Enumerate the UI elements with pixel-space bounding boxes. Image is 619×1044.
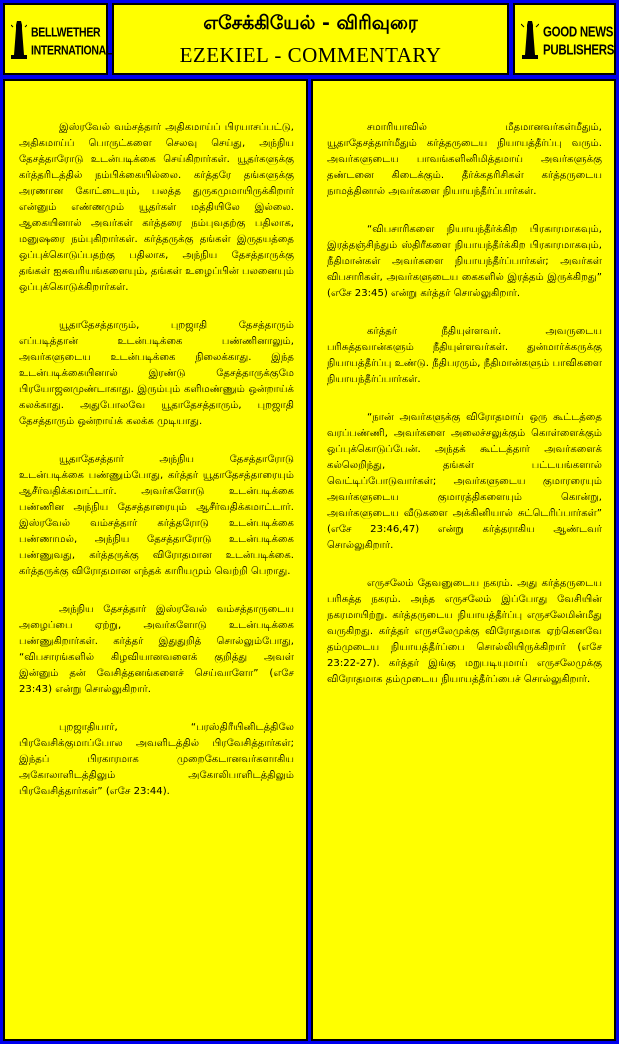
good-news-logo — [521, 15, 615, 67]
left-text-column — [3, 79, 308, 1041]
lighthouse-icon — [521, 19, 539, 61]
header-title-panel — [112, 3, 509, 75]
logo-line2: INTERNATIONAL — [31, 43, 113, 58]
paragraph: “விபசாரிகளை நியாயந்தீர்க்கிற பிரகாரமாகவும், இரத்தஞ்சிந்தும் ஸ்திரீகளை நியாயந்தீர்க்கிற பிரகாரமாகவும், நீதிமான்கள் அவர்களை நியாயந்தீர்ப்பார்கள்; அவர்கள் விபசாரிகள், அவர்களுடைய கைகளில் இரத்தம் இருக்கிறது” (எசே 23:45) என்று கர்த்தர் சொல்லுகிறார். — [327, 224, 602, 299]
publisher-logo-right — [513, 3, 616, 75]
logo-line1: GOOD NEWS — [543, 25, 614, 40]
paragraph: கர்த்தர் நீதியுள்ளவர். அவருடைய பரிசுத்தவான்களும் நீதியுள்ளவர்கள். துன்மார்க்கருக்கு நியாயத்தீர்ப்பு உண்டு. நீதிபரரும், நீதிமான்களும் பாவிகளை நியாயந்தீர்ப்பார்கள். — [327, 326, 602, 385]
paragraph: சமாரியாவில் மீதமானவர்கள்மீதும், யூதாதேசத்தார்மீதும் கர்த்தருடைய நியாயத்தீர்ப்பு வரும். அவர்களுடைய பாவங்களினிமித்தமாய் அவர்களுக்கு தண்டனை கிடைக்கும். தீர்க்கதரிசிகள் கர்த்தருடைய நாமத்தினால் அவர்களை நியாயந்தீர்ப்பார்கள். — [327, 122, 602, 197]
lighthouse-icon — [11, 19, 27, 61]
paragraph: “நான் அவர்களுக்கு விரோதமாய் ஒரு கூட்டத்தை வரப்பண்ணி, அவர்களை அலைச்சலுக்கும் கொள்ளைக்கும் ஒப்புக்கொடுப்பேன். அந்தக் கூட்டத்தார் அவர்களைக் கல்லெறிந்து, தங்கள் பட்டயங்களால் வெட்டிப்போடுவார்கள்; அவர்களுடைய குமாரரையும் அவர்களுடைய குமாரத்திகளையும் கொன்று, அவர்களுடைய வீடுகளை அக்கினியால் சுட்டெரிப்பார்கள்” (எசே 23:46,47) என்று கர்த்தராகிய ஆண்டவர் சொல்லுகிறார். — [327, 412, 602, 551]
paragraph: அந்நிய தேசத்தார் இஸ்ரவேல் வம்சத்தாருடைய அழைப்பை ஏற்று, அவர்களோடு உடன்படிக்கை பண்ணுகிறார்கள். கர்த்தர் இதுதுறித் சொல்லும்போது, “விபசாரங்களில் கிழவியானவளைக் குறித்து அவள் இன்னும் தன் வேசித்தனங்களைச் செய்வாளோ” (எசே 23:43) என்று சொல்லுகிறார். — [19, 604, 294, 695]
paragraph: யூதாதேசத்தாரும், புறஜாதி தேசத்தாரும் எப்படித்தான் உடன்படிக்கை பண்ணினாலும், அவர்களுடைய உடன்படிக்கை நிலைக்காது. இந்த உடன்படிக்கையினால் இரண்டு தேசத்தாருக்குமே பிரயோஜனமுண்டாகாது. இரும்பும் களிமண்ணும் ஒன்றாய்க் கலக்காது. அதுபோலவே யூதாதேசத்தாரும், புறஜாதி தேசத்தாரும் ஒன்றாய்க் கலக்க முடியாது. — [19, 320, 294, 427]
bellwether-logo — [11, 15, 113, 67]
page-title-tamil: எசேக்கியேல் - விரிவுரை — [203, 12, 418, 34]
publisher-logo-left — [3, 3, 113, 75]
paragraph: யூதாதேசத்தார் அந்நிய தேசத்தாரோடு உடன்படிக்கை பண்ணும்போது, கர்த்தர் யூதாதேசத்தாரையும் ஆசீர்வதிக்கமாட்டார். அவர்களோடு உடன்படிக்கை பண்ணின அந்நிய தேசத்தாரையும் ஆசீர்வதிக்கமாட்டார். இஸ்ரவேல் வம்சத்தார் கர்த்தரோடு உடன்படிக்கை பண்ணாமல், அந்நிய தேசத்தாரோடு உடன்படிக்கை பண்ணுவது, கர்த்தருக்கு விரோதமான உடன்படிக்கை. கர்த்தருக்கு விரோதமான எந்தக் காரியமும் வெற்றி பெறாது. — [19, 454, 294, 577]
page-title-english: EZEKIEL - COMMENTARY — [179, 43, 442, 67]
logo-line2: PUBLISHERS — [543, 43, 615, 58]
paragraph: எருசலேம் தேவனுடைய நகரம். அது கர்த்தருடைய பரிசுத்த நகரம். அந்த எருசலேம் இப்போது வேசியின் நகரமாயிற்று. கர்த்தருடைய நியாயத்தீர்ப்பு எருசலேமின்மீது வருகிறது. கர்த்தர் எருசலேமுக்கு விரோதமாக ஏற்கெனவே தம்முடைய நியாயத்தீர்ப்பை சொல்லியிருக்கிறார் (எசே 23:22-27). கர்த்தர் இங்கு மறுபடியுமாய் எருசலேமுக்கு விரோதமாக தம்முடைய நியாயத்தீர்ப்பைச் சொல்லுகிறார். — [327, 578, 602, 685]
paragraph: புறஜாதியார், “பரஸ்திரீயினிடத்திலே பிரவேசிக்குமாப்போல அவளிடத்தில் பிரவேசித்தார்கள்; இந்தப் பிரகாரமாக முறைகேடானவர்களாகிய அகோலாளிடத்திலும் அகோலிபாளிடத்திலும் பிரவேசித்தார்கள்” (எசே 23:44). — [19, 722, 294, 797]
paragraph: இஸ்ரவேல் வம்சத்தார் அதிகமாய்ப் பிரயாசப்பட்டு, அதிகமாய்ப் பொருட்களை செலவு செய்து, அந்நிய தேசத்தாரோடு உடன்படிக்கை செய்கிறார்கள். யூதர்களுக்கு கர்த்தரிடத்தில் நம்பிக்கையில்லை. கர்த்தரே தங்களுக்கு அரணான கோட்டையும், பலத்த துருகமுமாயிருக்கிறார் என்னும் எண்ணமும் யூதர்கள் மத்தியிலே இல்லை. ஆகையினால் அவர்கள் கர்த்தரை நம்புவதற்கு பதிலாக, மனுஷரை நம்புகிறார்கள். கர்த்தருக்கு தங்கள் இருதயத்தை ஒப்புக்கொடுப்பதற்கு பதிலாக, அந்நிய தேசத்தாருக்கு தங்கள் ஐசுவரியங்களையும், தங்கள் உழைப்பின் பலனையும் ஒப்புக்கொடுக்கிறார்கள். — [19, 122, 294, 293]
right-text-column — [311, 79, 616, 1041]
logo-line1: BELLWETHER — [31, 25, 101, 40]
